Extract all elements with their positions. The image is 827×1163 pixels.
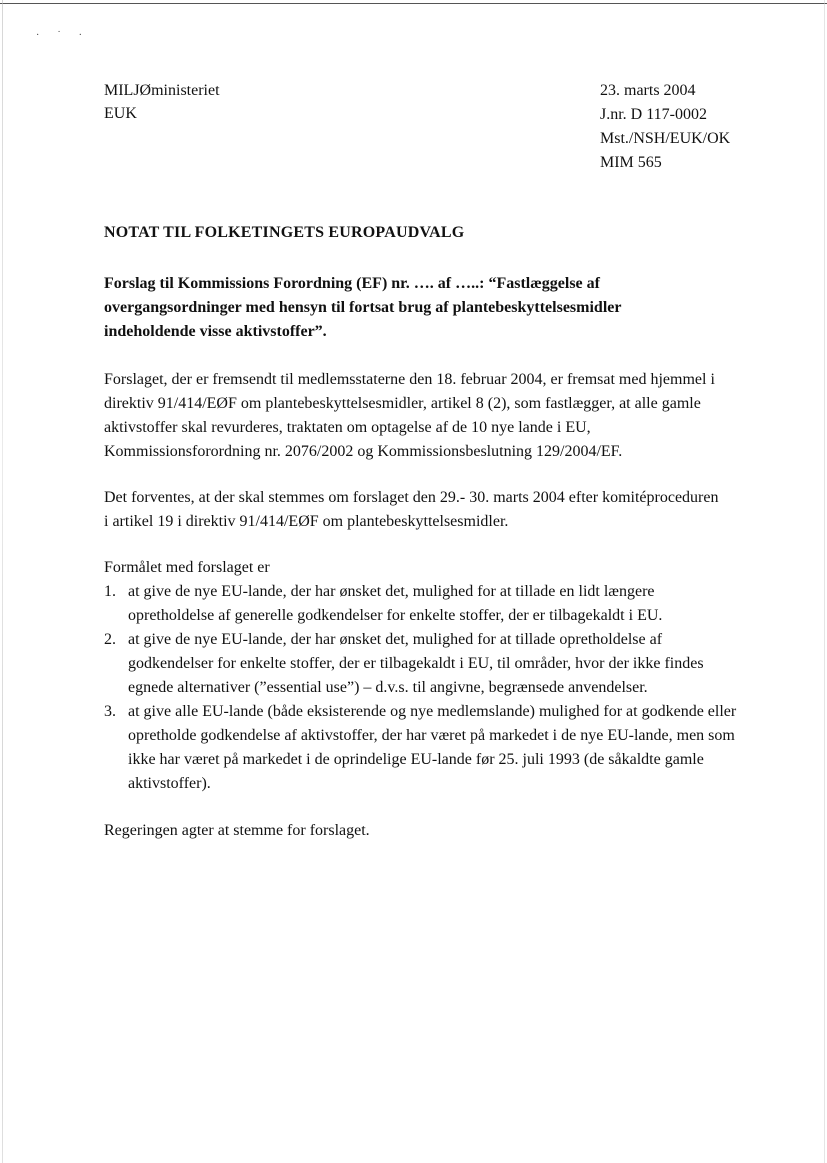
list-item-number: 3.: [104, 703, 116, 720]
journal-number: J.nr. D 117-0002: [600, 106, 707, 123]
ministry-name: MILJØministeriet: [104, 82, 220, 99]
list-item-number: 1.: [104, 583, 116, 600]
document-meta: [600, 79, 730, 175]
mim-number: MIM 565: [600, 154, 662, 171]
purpose-list: [104, 580, 744, 796]
list-item-text: at give de nye EU-lande, der har ønsket det, mulighed for at tillade opretholdelse af godkendelser for enkelte stoffer, der er tilbagekaldt i EU, til områder, hvor der ikke findes egnede alternativer (”essential use”) – d.v.s. til angivne, begrænsede anvendelser.: [128, 631, 704, 696]
list-item: [104, 580, 744, 628]
list-item-number: 2.: [104, 631, 116, 648]
paragraph-vote-date: Det forventes, at der skal stemmes om forslaget den 29.- 30. marts 2004 efter komitéproceduren i artikel 19 i direktiv 91/414/EØF om plantebeskyttelsesmidler.: [104, 489, 719, 530]
reference-code: Mst./NSH/EUK/OK: [600, 130, 731, 147]
list-item: [104, 700, 744, 796]
subject-heading: Forslag til Kommissions Forordning (EF) nr. …. af …..: “Fastlæggelse af overgangsordninger med hensyn til fortsat brug af plantebeskyttelsesmidler indeholdende visse aktivstoffer”.: [104, 275, 622, 340]
conclusion: Regeringen agter at stemme for forslaget.: [104, 822, 370, 839]
list-item-text: at give de nye EU-lande, der har ønsket det, mulighed for at tillade en lidt længere opretholdelse af generelle godkendelser for enkelte stoffer, der er tilbagekaldt i EU.: [128, 583, 663, 624]
scan-right-edge: [824, 0, 825, 1163]
sender-block: [104, 79, 220, 125]
list-item: [104, 628, 744, 700]
purpose-intro: Formålet med forslaget er: [104, 559, 270, 576]
scan-specks: ·˙·: [36, 30, 100, 41]
unit-name: EUK: [104, 105, 137, 122]
list-item-text: at give alle EU-lande (både eksisterende og nye medlemslande) mulighed for at godkende eller opretholde godkendelse af aktivstoffer, der har været på markedet i de nye EU-lande, men som ikke har været på markedet i de oprindelige EU-lande før 25. juli 1993 (de såkaldte gamle aktivstoffer).: [128, 703, 737, 792]
document-date: 23. marts 2004: [600, 82, 696, 99]
page-title: NOTAT TIL FOLKETINGETS EUROPAUDVALG: [104, 224, 465, 241]
scan-top-border: [0, 3, 827, 4]
scan-left-edge: [2, 0, 3, 1163]
paragraph-legal-basis: Forslaget, der er fremsendt til medlemsstaterne den 18. februar 2004, er fremsat med hjemmel i direktiv 91/414/EØF om plantebeskyttelsesmidler, artikel 8 (2), som fastlægger, at alle gamle aktivstoffer skal revurderes, traktaten om optagelse af de 10 nye lande i EU, Kommissionsforordning nr. 2076/2002 og Kommissionsbeslutning 129/2004/EF.: [104, 371, 715, 460]
